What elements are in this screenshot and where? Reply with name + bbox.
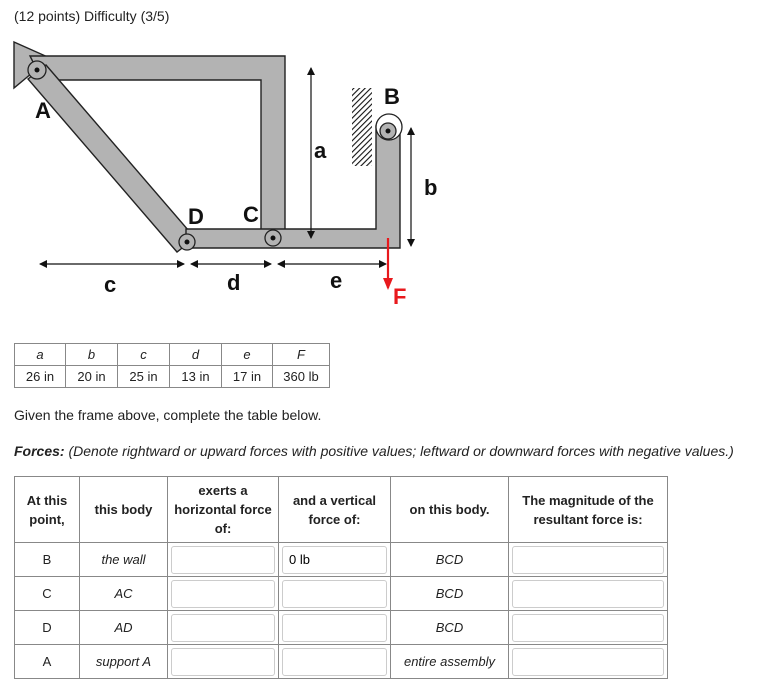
horizontal-force-input-c[interactable] — [171, 580, 275, 608]
row-point: C — [15, 577, 80, 611]
dim-header-a: a — [15, 344, 66, 366]
col-header-vertical: and a vertical force of: — [279, 477, 391, 543]
forces-table — [14, 476, 668, 679]
forces-note — [14, 443, 734, 459]
row-body: the wall — [80, 543, 168, 577]
forces-label: Forces: — [14, 443, 65, 459]
dim-header-d: d — [170, 344, 222, 366]
instruction-text: Given the frame above, complete the table below. — [14, 407, 322, 423]
dimensions-table — [14, 343, 330, 388]
row-on-body: BCD — [391, 611, 509, 645]
row-point: A — [15, 645, 80, 679]
row-on-body: BCD — [391, 577, 509, 611]
table-row — [15, 577, 668, 611]
label-f-force: F — [393, 284, 407, 309]
dim-value-d: 13 in — [170, 366, 222, 388]
vertical-force-input-d[interactable] — [282, 614, 387, 642]
label-c-dim: c — [104, 272, 117, 297]
col-header-point: At this point, — [15, 477, 80, 543]
dim-value-f: 360 lb — [273, 366, 330, 388]
wall-b — [352, 88, 372, 166]
vertical-force-input-a[interactable] — [282, 648, 387, 676]
forces-note-text: (Denote rightward or upward forces with positive values; leftward or downward forces with negative values.) — [64, 443, 734, 459]
label-c-point: C — [243, 202, 259, 227]
dim-value-b: 20 in — [66, 366, 118, 388]
row-body: support A — [80, 645, 168, 679]
dim-value-a: 26 in — [15, 366, 66, 388]
member-ad — [28, 65, 195, 252]
label-d-dim: d — [227, 270, 241, 295]
horizontal-force-input-a[interactable] — [171, 648, 275, 676]
dim-header-f: F — [273, 344, 330, 366]
label-e-dim: e — [330, 268, 343, 293]
row-on-body: BCD — [391, 543, 509, 577]
vertical-force-input-c[interactable] — [282, 580, 387, 608]
col-header-magnitude: The magnitude of the resultant force is: — [509, 477, 668, 543]
row-body: AC — [80, 577, 168, 611]
problem-header: (12 points) Difficulty (3/5) — [14, 8, 170, 24]
magnitude-input-b[interactable] — [512, 546, 664, 574]
row-point: D — [15, 611, 80, 645]
magnitude-input-d[interactable] — [512, 614, 664, 642]
col-header-on-body: on this body. — [391, 477, 509, 543]
label-b-dim: b — [424, 175, 438, 200]
label-a-dim: a — [314, 138, 327, 163]
vertical-force-input-b[interactable] — [282, 546, 387, 574]
table-row — [15, 611, 668, 645]
table-row — [15, 543, 668, 577]
row-on-body: entire assembly — [391, 645, 509, 679]
dim-value-c: 25 in — [118, 366, 170, 388]
row-body: AD — [80, 611, 168, 645]
dim-header-c: c — [118, 344, 170, 366]
dim-value-e: 17 in — [222, 366, 273, 388]
dim-header-e: e — [222, 344, 273, 366]
label-b-point: B — [384, 84, 400, 109]
dim-header-b: b — [66, 344, 118, 366]
magnitude-input-a[interactable] — [512, 648, 664, 676]
horizontal-force-input-d[interactable] — [171, 614, 275, 642]
label-d-point: D — [188, 204, 204, 229]
horizontal-force-input-b[interactable] — [171, 546, 275, 574]
col-header-body: this body — [80, 477, 168, 543]
frame-diagram — [0, 0, 764, 320]
row-point: B — [15, 543, 80, 577]
label-a-point: A — [35, 98, 51, 123]
magnitude-input-c[interactable] — [512, 580, 664, 608]
col-header-horizontal: exerts a horizontal force of: — [168, 477, 279, 543]
table-row — [15, 645, 668, 679]
